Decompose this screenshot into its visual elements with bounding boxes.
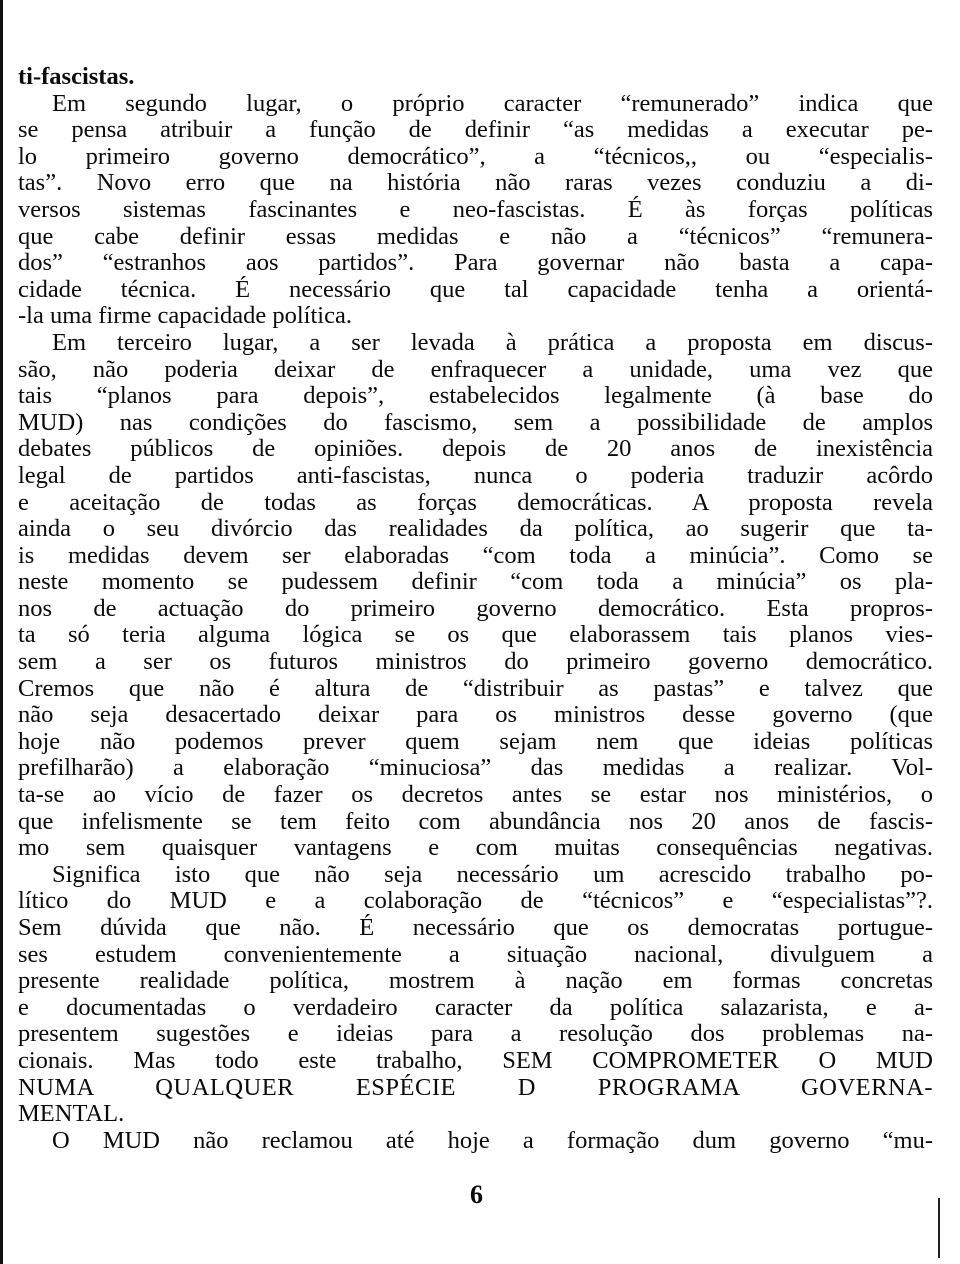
text-line: e aceitação de todas as forças democráticas. A proposta revela — [18, 488, 933, 516]
text-line: ainda o seu divórcio das realidades da política, ao sugerir que ta- — [18, 515, 933, 543]
paragraph-start-line: Em segundo lugar, o próprio caracter “remunerado” indica que — [52, 89, 933, 117]
body-text — [18, 64, 933, 1154]
text-line: dos” “estranhos aos partidos”. Para governar não basta a capa- — [18, 249, 933, 277]
text-line: não seja desacertado deixar para os ministros desse governo (que — [18, 701, 933, 729]
text-line: MENTAL. — [18, 1100, 125, 1128]
text-line: tais “planos para depois”, estabelecidos legalmente (à base do — [18, 382, 933, 410]
text-line: NUMA QUALQUER ESPÉCIE D PROGRAMA GOVERNA- — [18, 1073, 933, 1101]
text-line: MUD) nas condições do fascismo, sem a possibilidade de amplos — [18, 408, 933, 436]
text-line: prefilharão) a elaboração “minuciosa” das medidas a realizar. Vol- — [18, 754, 933, 782]
text-line: ses estudem convenientemente a situação nacional, divulguem a — [18, 940, 933, 968]
text-line: ti-fascistas. — [18, 63, 135, 90]
left-margin-rule — [0, 0, 3, 1264]
text-line: Cremos que não é altura de “distribuir as pastas” e talvez que — [18, 674, 933, 702]
text-line: mo sem quaisquer vantagens e com muitas consequências negativas. — [18, 834, 933, 862]
text-line: tas”. Novo erro que na história não raras vezes conduziu a di- — [18, 169, 933, 197]
text-line: presentem sugestões e ideias para a resolução dos problemas na- — [18, 1020, 933, 1048]
text-line: ta só teria alguma lógica se os que elaborassem tais planos vies- — [18, 621, 933, 649]
text-line: legal de partidos anti-fascistas, nunca o poderia traduzir acôrdo — [18, 461, 933, 489]
paragraph-start-line: Em terceiro lugar, a ser levada à prática a proposta em discus- — [52, 328, 933, 356]
text-line: presente realidade política, mostrem à nação em formas concretas — [18, 967, 933, 995]
text-line: que cabe definir essas medidas e não a “técnicos” “remunera- — [18, 222, 933, 250]
text-line: ta-se ao vício de fazer os decretos antes se estar nos ministérios, o — [18, 781, 933, 809]
page-number: 6 — [470, 1180, 483, 1209]
text-line: -la uma firme capacidade política. — [18, 302, 352, 330]
text-line: versos sistemas fascinantes e neo-fascistas. É às forças políticas — [18, 195, 933, 223]
text-line: são, não poderia deixar de enfraquecer a unidade, uma vez que — [18, 355, 933, 383]
text-line: is medidas devem ser elaboradas “com toda a minúcia”. Como se — [18, 541, 933, 569]
text-line: sem a ser os futuros ministros do primeiro governo democrático. — [18, 648, 933, 676]
text-line: cionais. Mas todo este trabalho, SEM COMPROMETER O MUD — [18, 1046, 933, 1074]
text-line: que infelismente se tem feito com abundância nos 20 anos de fascis- — [18, 807, 933, 835]
margin-mark — [938, 1198, 940, 1258]
text-line: e documentadas o verdadeiro caracter da política salazarista, e a- — [18, 993, 933, 1021]
text-line: lo primeiro governo democrático”, a “técnicos,, ou “especialis- — [18, 142, 933, 170]
text-line: Sem dúvida que não. É necessário que os democratas portugue- — [18, 914, 933, 941]
text-line: neste momento se pudessem definir “com toda a minúcia” os pla- — [18, 568, 933, 596]
text-line: cidade técnica. É necessário que tal capacidade tenha a orientá- — [18, 275, 933, 303]
paragraph-start-line: Significa isto que não seja necessário um acrescido trabalho po- — [52, 860, 933, 888]
text-line: se pensa atribuir a função de definir “as medidas a executar pe- — [18, 116, 933, 144]
text-line: lítico do MUD e a colaboração de “técnicos” e “especialistas”?. — [18, 887, 933, 915]
text-line: nos de actuação do primeiro governo democrático. Esta propros- — [18, 594, 933, 622]
paragraph-start-line: O MUD não reclamou até hoje a formação dum governo “mu- — [52, 1126, 933, 1154]
text-line: debates públicos de opiniões. depois de 20 anos de inexistência — [18, 435, 933, 463]
text-line: hoje não podemos prever quem sejam nem que ideias políticas — [18, 727, 933, 755]
